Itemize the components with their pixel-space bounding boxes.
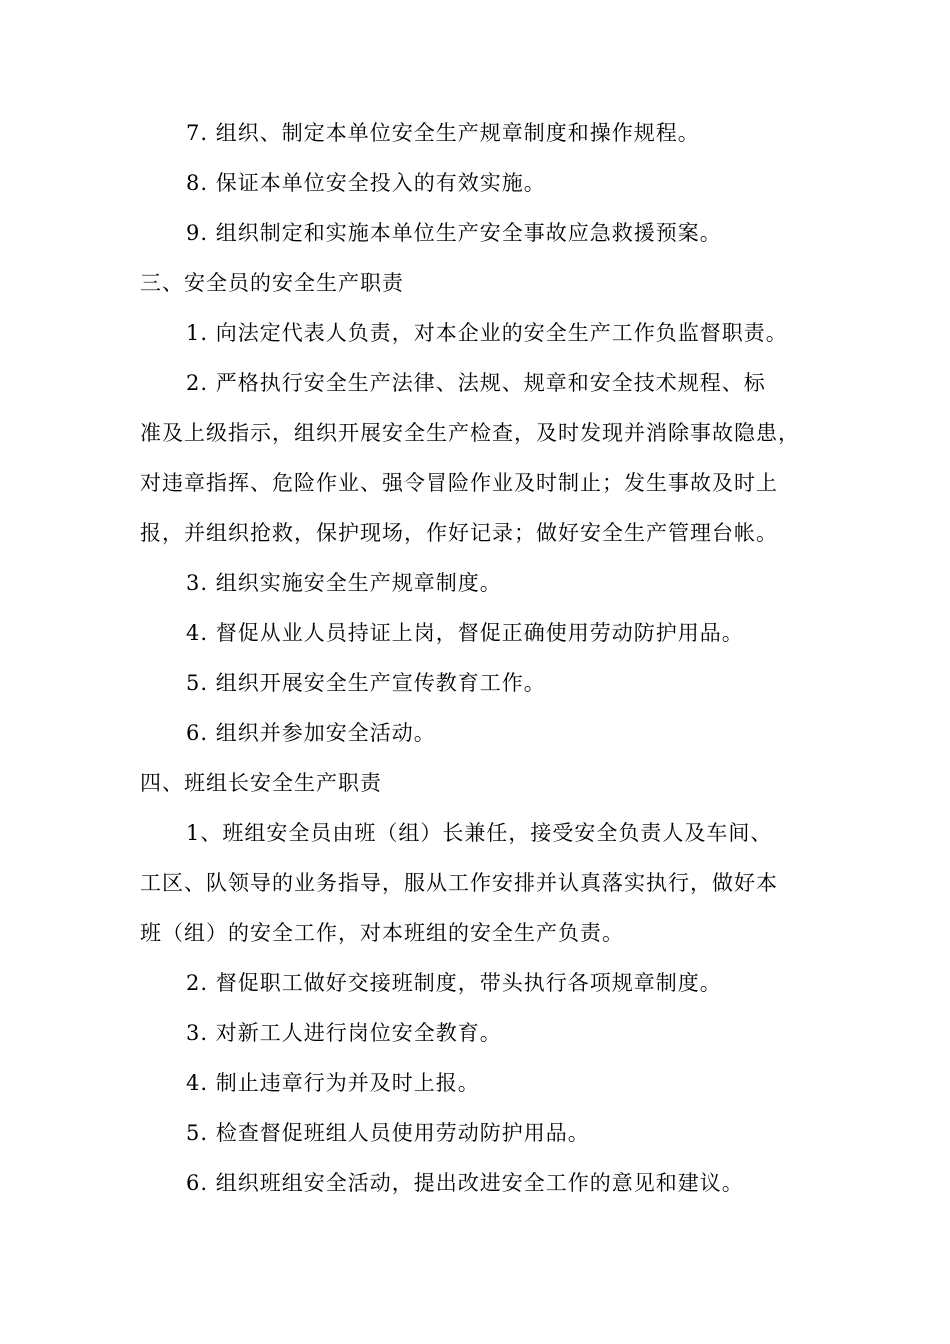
- section-heading-safety-officer: 三、安全员的安全生产职责: [140, 271, 404, 295]
- list-item-4-safety-officer: 4. 督促从业人员持证上岗，督促正确使用劳动防护用品。: [186, 621, 744, 645]
- list-item-2-safety-officer-line-2: 准及上级指示，组织开展安全生产检查，及时发现并消除事故隐患，: [140, 421, 800, 445]
- list-item-7-management: 7. 组织、制定本单位安全生产规章制度和操作规程。: [186, 121, 700, 145]
- list-item-1-team-leader-line-3: 班（组）的安全工作，对本班组的安全生产负责。: [140, 921, 624, 945]
- list-item-5-safety-officer: 5. 组织开展安全生产宣传教育工作。: [186, 671, 546, 695]
- list-item-5-team-leader: 5. 检查督促班组人员使用劳动防护用品。: [186, 1121, 590, 1145]
- list-item-3-safety-officer: 3. 组织实施安全生产规章制度。: [186, 571, 502, 595]
- list-item-6-team-leader: 6. 组织班组安全活动，提出改进安全工作的意见和建议。: [186, 1171, 744, 1195]
- list-item-3-team-leader: 3. 对新工人进行岗位安全教育。: [186, 1021, 502, 1045]
- list-item-2-safety-officer-line-3: 对违章指挥、危险作业、强令冒险作业及时制止；发生事故及时上: [140, 471, 778, 495]
- list-item-8-management: 8. 保证本单位安全投入的有效实施。: [186, 171, 546, 195]
- section-heading-team-leader: 四、班组长安全生产职责: [140, 771, 382, 795]
- list-item-4-team-leader: 4. 制止违章行为并及时上报。: [186, 1071, 480, 1095]
- list-item-2-safety-officer-line-1: 2. 严格执行安全生产法律、法规、规章和安全技术规程、标: [186, 371, 766, 395]
- list-item-2-safety-officer-line-4: 报，并组织抢救，保护现场，作好记录；做好安全生产管理台帐。: [140, 521, 778, 545]
- list-item-1-team-leader-line-1: 1、班组安全员由班（组）长兼任，接受安全负责人及车间、: [186, 821, 773, 845]
- list-item-9-management: 9. 组织制定和实施本单位生产安全事故应急救援预案。: [186, 221, 722, 245]
- list-item-2-team-leader: 2. 督促职工做好交接班制度，带头执行各项规章制度。: [186, 971, 722, 995]
- list-item-6-safety-officer: 6. 组织并参加安全活动。: [186, 721, 436, 745]
- list-item-1-safety-officer: 1. 向法定代表人负责，对本企业的安全生产工作负监督职责。: [186, 321, 788, 345]
- list-item-1-team-leader-line-2: 工区、队领导的业务指导，服从工作安排并认真落实执行，做好本: [140, 871, 778, 895]
